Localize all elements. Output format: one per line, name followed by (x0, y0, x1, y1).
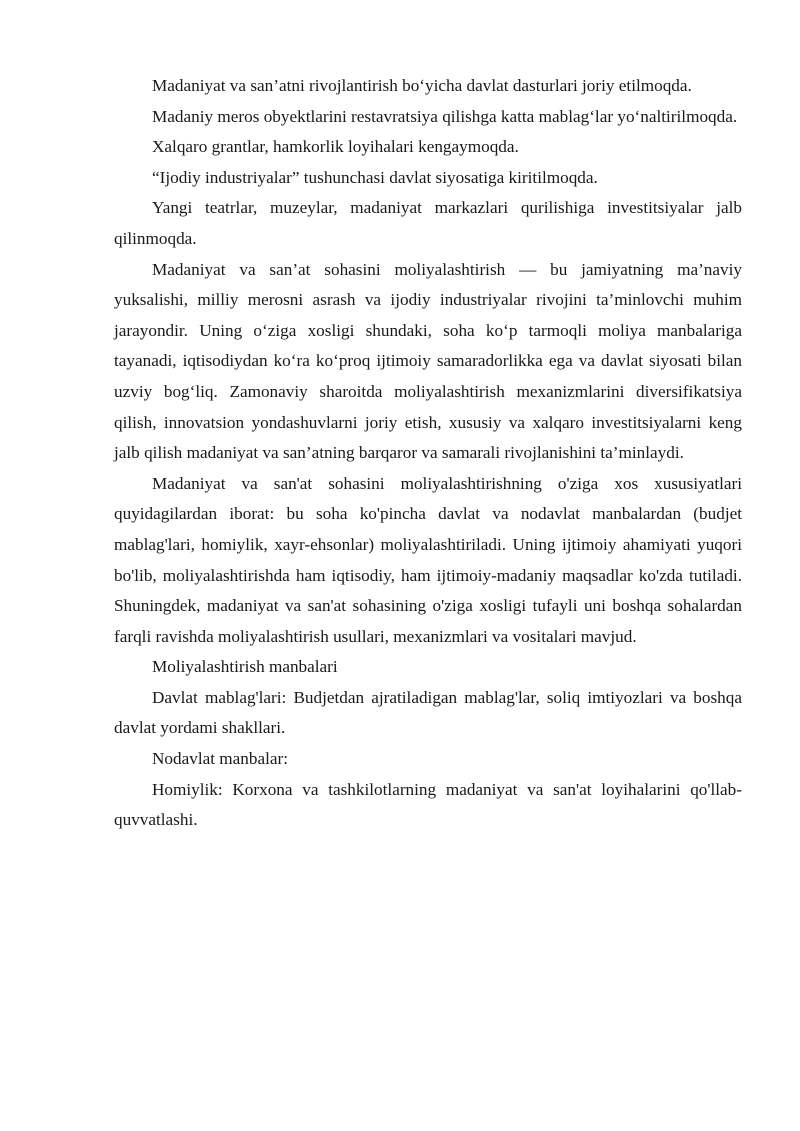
paragraph-creative-industries: “Ijodiy industriyalar” tushunchasi davlat siyosatiga kiritilmoqda. (152, 167, 598, 187)
paragraph-international-grants: Xalqaro grantlar, hamkorlik loyihalari kengaymoqda. (152, 137, 519, 157)
paragraph-financing-features: Madaniyat va san'at sohasini moliyalashtirishning o'ziga xos xususiyatlari quyidagilardan iborat: bu soha ko'pincha davlat va nodavlat manbalardan (budjet mablag'lari, homiylik, xayr-ehsonlar) moliyalashtiriladi. Uning ijtimoiy ahamiyati yuqori bo'lib, moliyalashtirishda ham iqtisodiy, ham ijtimoiy-madaniy maqsadlar ko'zda tutiladi. Shuningdek, madaniyat va san'at sohasining o'ziga xosligi tufayli uni boshqa sohalardan farqli ravishda moliyalashtirish usullari, mexanizmlari va vositalari mavjud. (114, 473, 742, 646)
paragraph-financing-definition: Madaniyat va san’at sohasini moliyalashtirish — bu jamiyatning ma’naviy yuksalishi, milliy merosni asrash va ijodiy industriyalar rivojini ta’minlovchi muhim jarayondir. Uning o‘ziga xosligi shundaki, soha ko‘p tarmoqli moliya manbalariga tayanadi, iqtisodiydan ko‘ra ko‘proq ijtimoiy samaradorlikka ega va davlat siyosati bilan uzviy bog‘liq. Zamonaviy sharoitda moliyalashtirish mexanizmlarini diversifikatsiya qilish, innovatsion yondashuvlarni joriy etish, xususiy va xalqaro investitsiyalarni keng jalb qilish madaniyat va san’atning barqaror va samarali rivojlanishini ta’minlaydi. (114, 259, 742, 463)
paragraph-state-programs: Madaniyat va san’atni rivojlantirish bo‘yicha davlat dasturlari joriy etilmoqda. (152, 76, 692, 95)
paragraph-non-state-sources: Nodavlat manbalar: (152, 749, 289, 769)
paragraph-financing-sources-heading: Moliyalashtirish manbalari (152, 657, 338, 677)
paragraph-state-funds: Davlat mablag'lari: Budjetdan ajratiladigan mablag'lar, soliq imtiyozlari va boshqa davlat yordami shakllari. (114, 687, 742, 738)
paragraph-new-theatres: Yangi teatrlar, muzeylar, madaniyat markazlari qurilishiga investitsiyalar jalb qilinmoqda. (114, 198, 742, 248)
document-page (114, 71, 742, 836)
paragraph-heritage-restoration: Madaniy meros obyektlarini restavratsiya qilishga katta mablag‘lar yo‘naltirilmoqda. (152, 106, 738, 126)
paragraph-sponsorship: Homiylik: Korxona va tashkilotlarning madaniyat va san'at loyihalarini qo'llab-quvvatlashi. (114, 779, 742, 830)
